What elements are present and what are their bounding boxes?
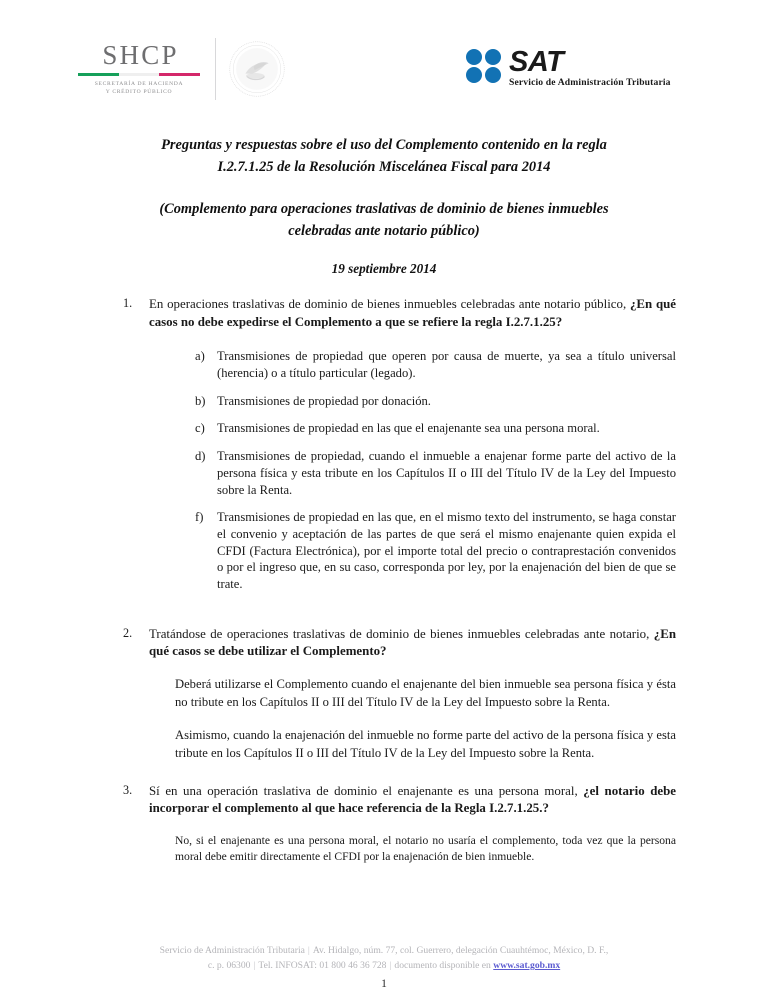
option-d-text: Transmisiones de propiedad, cuando el inmueble a enajenar forme parte del activo de la persona física y esta tribute en los Capítulos II o III del Título IV de la Ley del Impuesto sobre la Renta. <box>217 449 676 497</box>
document-body <box>0 296 768 865</box>
page-subtitle-line1: (Complemento para operaciones traslativas de dominio de bienes inmuebles <box>159 200 609 217</box>
answer-3-paragraph-1: No, si el enajenante es una persona moral, el notario no usaría el complemento, toda vez que la persona moral debe emitir directamente el CFDI por la enajenación de bien inmueble. <box>175 833 676 863</box>
option-a-text: Transmisiones de propiedad que operen por causa de muerte, ya sea a título universal (herencia) o a título particular (legado). <box>217 349 676 380</box>
footer-line-2 <box>0 959 768 974</box>
page-title <box>104 134 664 179</box>
option-a <box>195 348 676 381</box>
shcp-acronym: SHCP <box>102 40 179 70</box>
footer-website-link[interactable]: www.sat.gob.mx <box>493 960 561 972</box>
footer-phone: Tel. INFOSAT: 01 800 46 36 728 <box>258 960 387 972</box>
question-text-2-bold: ¿En qué casos se debe utilizar el Complemento? <box>149 626 676 659</box>
header-divider <box>215 38 216 100</box>
option-f <box>195 509 676 593</box>
question-text-1-plain: En operaciones traslativas de dominio de bienes inmuebles celebradas ante notario público, <box>149 297 630 311</box>
option-b <box>195 393 676 410</box>
spacer-q2-q3 <box>0 763 768 783</box>
document-date: 19 septiembre 2014 <box>331 261 437 277</box>
option-c-text: Transmisiones de propiedad en las que el enajenante sea una persona moral. <box>217 421 600 436</box>
footer-separator-2: | <box>253 960 256 972</box>
option-f-text: Transmisiones de propiedad en las que, en el mismo texto del instrumento, se haga constar el convenio y aceptación de las partes de que será el mismo enajenante quien expida el CFDI (Factura Electrónica), por el importe total del precio o contraprestación convenidos o por el ingreso que, en su caso, corresponda por ley, por la enajenación del bien de que se trate. <box>217 510 676 592</box>
question-text-2 <box>149 626 676 661</box>
question-1-options <box>149 348 676 593</box>
question-text-2-plain: Tratándose de operaciones traslativas de dominio de bienes inmuebles celebradas ante notario, <box>149 626 654 641</box>
question-text-1-bold: ¿En qué casos no debe expedirse el Complemento a que se refiere la regla I.2.7.1.25? <box>149 297 677 329</box>
question-number-1: 1. <box>123 296 133 310</box>
page-number: 1 <box>381 977 387 990</box>
shcp-flag-rule <box>78 73 200 76</box>
footer-separator-1: | <box>307 945 310 957</box>
question-item-1 <box>0 296 768 593</box>
answer-2-paragraph-2: Asimismo, cuando la enajenación del inmueble no forme parte del activo de la persona física y esta tribute en los Capítulos II o III del Título IV de la Ley del Impuesto sobre la Renta. <box>175 727 676 760</box>
question-item-2 <box>0 626 768 763</box>
page-subtitle <box>104 198 664 243</box>
footer-availability: documento disponible en <box>394 960 491 972</box>
document-footer <box>0 944 768 974</box>
question-number-2: 2. <box>123 625 133 640</box>
option-f-label: f) <box>195 510 204 525</box>
page-subtitle-line2: celebradas ante notario público) <box>288 222 480 239</box>
document-header <box>0 38 768 118</box>
sat-acronym: SAT <box>509 46 564 78</box>
title-block <box>104 134 664 277</box>
page-title-line2: I.2.7.1.25 de la Resolución Miscelánea Fiscal para 2014 <box>217 159 551 176</box>
sat-logo <box>466 48 671 88</box>
question-item-3 <box>0 783 768 865</box>
question-text-3-plain: Sí en una operación traslativa de dominio el enajenante es una persona moral, <box>149 783 584 798</box>
question-text-3-bold: ¿el notario debe incorporar el complemento al que hace referencia de la Regla I.2.7.1.25.? <box>149 783 676 816</box>
footer-org: Servicio de Administración Tributaria <box>159 945 305 957</box>
footer-line-1 <box>0 944 768 959</box>
spacer-q1-q2 <box>0 604 768 626</box>
mexico-coat-of-arms-seal <box>228 40 286 98</box>
question-text-1 <box>149 296 676 331</box>
shcp-subtitle-line2: Y CRÉDITO PÚBLICO <box>105 89 173 96</box>
page-title-line1: Preguntas y respuestas sobre el uso del Complemento contenido en la regla <box>161 137 607 153</box>
sat-dots-icon <box>466 49 502 83</box>
question-text-3 <box>149 783 676 818</box>
option-b-text: Transmisiones de propiedad por donación. <box>217 393 431 408</box>
option-b-label: b) <box>195 393 206 408</box>
sat-tagline: Servicio de Administración Tributaria <box>509 77 671 89</box>
shcp-subtitle <box>78 80 200 97</box>
footer-address: Av. Hidalgo, núm. 77, col. Guerrero, delegación Cuauhtémoc, México, D. F., <box>312 945 609 957</box>
option-c-label: c) <box>195 421 205 436</box>
option-c <box>195 420 676 437</box>
option-d <box>195 448 676 498</box>
option-d-label: d) <box>195 449 206 464</box>
shcp-logo <box>78 42 200 97</box>
footer-separator-3: | <box>389 960 392 972</box>
question-number-3: 3. <box>123 782 133 797</box>
shcp-subtitle-line1: SECRETARÍA DE HACIENDA <box>94 81 184 87</box>
footer-postal: c. p. 06300 <box>207 960 251 972</box>
option-a-label: a) <box>195 349 205 364</box>
answer-2-paragraph-1: Deberá utilizarse el Complemento cuando el enajenante del bien inmueble sea persona física y ésta no tribute en los Capítulos II o III del Título IV de la Ley del Impuesto sobre la Renta. <box>175 677 676 709</box>
